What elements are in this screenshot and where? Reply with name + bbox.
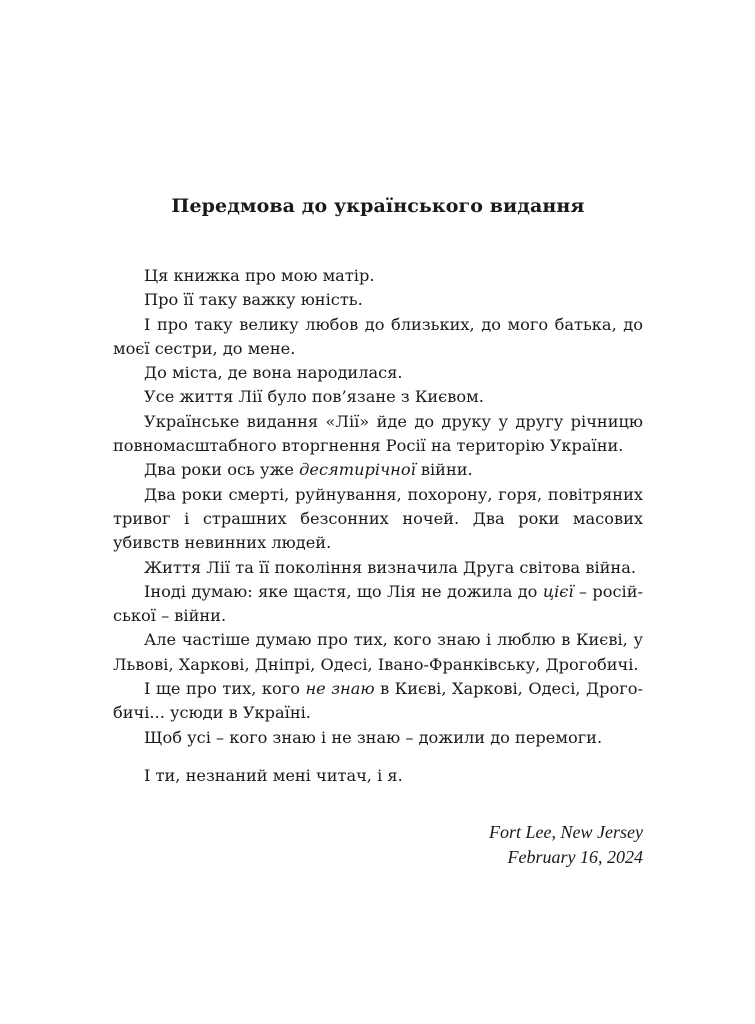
signature-date: February 16, 2024 — [507, 847, 643, 867]
paragraph-text: Щоб усі – кого знаю і не знаю – дожили до перемоги. — [144, 727, 603, 747]
page-title: Передмова до українського видання — [171, 195, 585, 217]
body-text — [113, 264, 643, 788]
emphasis-text: десятирічної — [299, 460, 416, 480]
paragraph — [113, 580, 643, 629]
paragraph — [113, 556, 643, 580]
paragraph-text: Іноді думаю: яке щастя, що Лія не дожила до — [144, 581, 543, 601]
paragraph-text: в Києві, Харкові, Одесі, Дрогобичі... усюди в Україні. — [113, 679, 643, 723]
paragraph — [113, 764, 643, 788]
paragraph — [113, 385, 643, 409]
paragraph-text: Життя Лії та її покоління визначила Друга світова війна. — [144, 557, 636, 577]
signature-block — [489, 820, 643, 870]
paragraph-text: Ця книжка про мою матір. — [144, 266, 375, 285]
paragraph — [113, 264, 643, 288]
paragraph-text: Два роки ось уже — [144, 460, 300, 480]
paragraph-text: Два роки смерті, руйнування, похорону, горя, повітряних тривог і страшних безсонних ночей. Два роки масових убивств невинних людей. — [113, 484, 643, 553]
paragraph — [113, 458, 643, 482]
paragraph-text: Про її таку важку юність. — [144, 290, 363, 310]
paragraph-text: Українське видання «Лії» йде до друку у другу річницю повномасштабного вторгнення Росії на територію України. — [113, 411, 643, 456]
paragraph-text: – російської – війни. — [113, 581, 643, 626]
paragraph — [113, 313, 643, 362]
paragraph-text: війни. — [415, 460, 473, 480]
paragraph — [113, 410, 643, 459]
paragraph-text: Усе життя Лії було пов’язане з Києвом. — [144, 387, 484, 407]
paragraph — [113, 361, 643, 385]
paragraph — [113, 483, 643, 556]
paragraph — [113, 677, 643, 726]
paragraph — [113, 288, 643, 312]
emphasis-text: не знаю — [305, 679, 375, 699]
paragraph-text: І ти, незнаний мені читач, і я. — [144, 765, 403, 785]
emphasis-text: цієї — [542, 581, 574, 601]
paragraph — [113, 726, 643, 750]
paragraph-text: І про таку велику любов до близьких, до мого батька, до моєї сестри, до мене. — [113, 314, 643, 358]
paragraph-text: До міста, де вона народилася. — [144, 363, 403, 383]
signature-place: Fort Lee, New Jersey — [489, 822, 643, 842]
paragraph-text: І ще про тих, кого — [144, 679, 306, 699]
paragraph-text: Але частіше думаю про тих, кого знаю і люблю в Києві, у Львові, Харкові, Дніпрі, Одесі, Івано-Франківську, Дрогобичі. — [113, 630, 643, 674]
paragraph — [113, 628, 643, 677]
